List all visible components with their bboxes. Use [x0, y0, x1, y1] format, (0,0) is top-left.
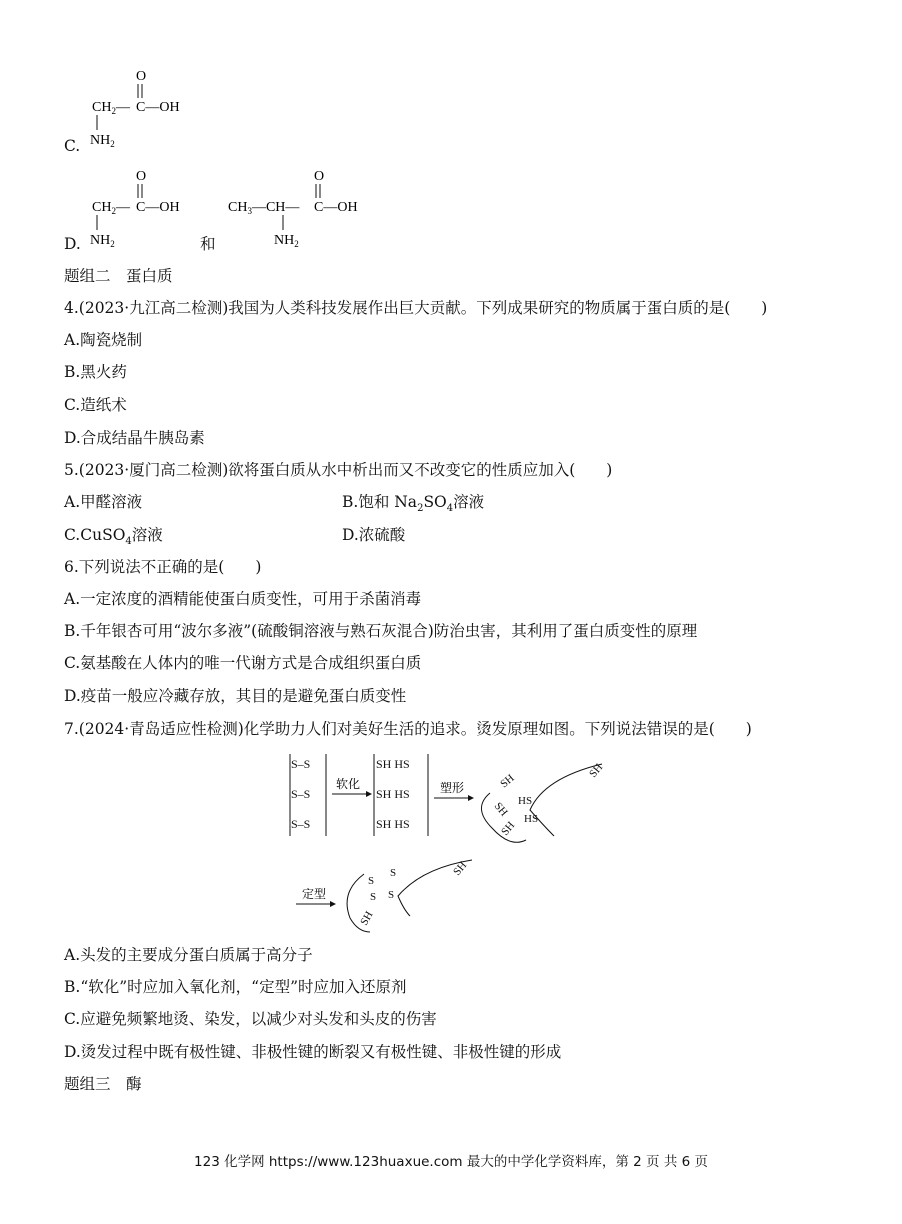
sulfur-label: S: [390, 867, 397, 879]
q4-option-d: D.合成结晶牛胰岛素: [64, 429, 205, 447]
carboxyl-group: C—OH: [136, 200, 180, 215]
q6-option-d: D.疫苗一般应冷藏存放，其目的是避免蛋白质变性: [64, 687, 407, 705]
ch2-group: $CH_2—$: [92, 200, 130, 216]
thiol-label: SH: [451, 859, 470, 878]
thiol-label: SH: [491, 800, 510, 819]
q7-option-b: B.“软化”时应加入氧化剂，“定型”时应加入还原剂: [64, 978, 407, 996]
q5-option-d: D.浓硫酸: [342, 526, 406, 544]
sulfur-label: S: [370, 891, 377, 903]
sulfur-label: S: [368, 875, 375, 887]
q7-option-d: D.烫发过程中既有极性键、非极性键的断裂又有极性键、非极性键的形成: [64, 1043, 562, 1061]
group3-heading: 题组三 酶: [64, 1075, 142, 1093]
q4-option-c: C.造纸术: [64, 396, 127, 414]
q5-option-a: A.甲醛溶液: [64, 493, 143, 511]
carbonyl-o: O: [136, 69, 147, 84]
q7-stem: 7.(2024·青岛适应性检测)化学助力人们对美好生活的追求。烫发原理如图。下列说法错误的是( ): [64, 720, 752, 738]
amino-group: $NH_2$: [90, 133, 115, 149]
thiol-label: SH HS: [376, 787, 410, 801]
thiol-label: SH: [498, 772, 517, 791]
disulfide-label: S–S: [291, 757, 311, 771]
glycine-structure-c: [84, 62, 204, 152]
carbonyl-o: O: [136, 169, 147, 184]
option-c-label: C.: [64, 137, 81, 155]
q6-option-a: A.一定浓度的酒精能使蛋白质变性，可用于杀菌消毒: [64, 590, 422, 608]
glycine-structure-d: [84, 162, 204, 252]
ch2-group: $CH_2—$: [92, 100, 130, 116]
ch3-group: $CH_3—CH—$: [228, 200, 300, 216]
disulfide-label: S–S: [291, 817, 311, 831]
thiol-label: SH: [358, 909, 376, 928]
thiol-label: SH: [587, 761, 606, 780]
option-d-label: D.: [64, 235, 81, 253]
page-footer: 123 化学网 https://www.123huaxue.com 最大的中学化学资料库，第 2 页 共 6 页: [194, 1154, 708, 1170]
q5-option-c: C.CuSO$_4$溶液: [64, 526, 163, 547]
q7-option-a: A.头发的主要成分蛋白质属于高分子: [64, 946, 313, 964]
q4-stem: 4.(2023·九江高二检测)我国为人类科技发展作出巨大贡献。下列成果研究的物质属于蛋白质的是( ): [64, 299, 768, 317]
q6-stem: 6.下列说法不正确的是( ): [64, 558, 262, 576]
q7-option-c: C.应避免频繁地烫、染发，以减少对头发和头皮的伤害: [64, 1010, 437, 1028]
perm-principle-figure: [282, 748, 632, 940]
carboxyl-group: C—OH: [136, 100, 180, 115]
alanine-structure-d: [226, 162, 376, 252]
thiol-label: SH: [499, 819, 518, 838]
amino-group: $NH_2$: [274, 233, 299, 249]
q6-option-b: B.千年银杏可用“波尔多液”(硫酸铜溶液与熟石灰混合)防治虫害，其利用了蛋白质变性的原理: [64, 622, 698, 640]
and-connector: 和: [200, 235, 216, 253]
thiol-label: SH HS: [376, 757, 410, 771]
sulfur-label: S: [388, 889, 395, 901]
q4-option-a: A.陶瓷烧制: [64, 331, 143, 349]
thiol-label: HS: [518, 795, 533, 807]
thiol-label: SH HS: [376, 817, 410, 831]
group2-heading: 题组二 蛋白质: [64, 267, 173, 285]
thiol-label: HS: [524, 813, 539, 825]
q4-option-b: B.黑火药: [64, 363, 127, 381]
amino-group: $NH_2$: [90, 233, 115, 249]
carbonyl-o: O: [314, 169, 325, 184]
q5-stem: 5.(2023·厦门高二检测)欲将蛋白质从水中析出而又不改变它的性质应加入( ): [64, 461, 613, 479]
carboxyl-group: C—OH: [314, 200, 358, 215]
soften-label: 软化: [336, 777, 361, 791]
q5-option-b: B.饱和 $Na_2SO_4$溶液: [342, 493, 485, 514]
q6-option-c: C.氨基酸在人体内的唯一代谢方式是合成组织蛋白质: [64, 654, 422, 672]
disulfide-label: S–S: [291, 787, 311, 801]
set-label: 定型: [302, 887, 327, 901]
shape-label: 塑形: [440, 781, 465, 795]
